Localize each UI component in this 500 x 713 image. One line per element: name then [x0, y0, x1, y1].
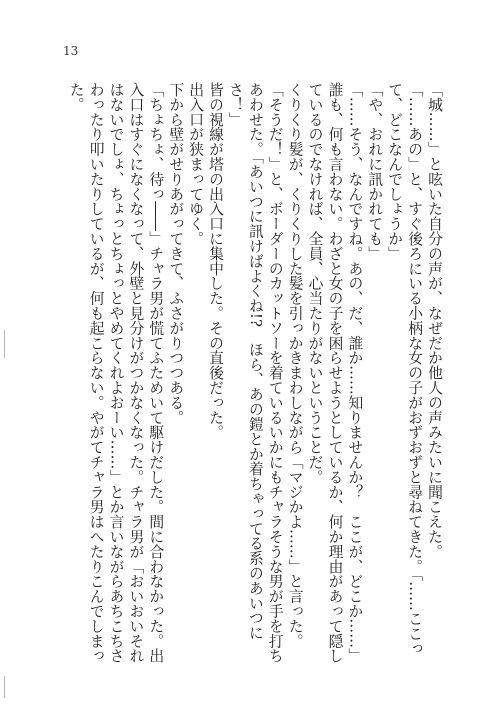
paragraph: 誰も、何も言わない。わざと女の子を困らせようとしているか、何か理由があって隠しているのでなければ、全員、心当たりがないということだ。 [306, 82, 344, 664]
paragraph: 「城……」と呟いた自分の声が、なぜだか他人の声みたいに聞こえた。 [426, 82, 443, 559]
margin-mark [4, 676, 5, 698]
paragraph: 皆の視線が塔の出入口に集中した。その直後だった。 [207, 82, 225, 440]
paragraph: 「そうだ！」と、ボーダーのカットソーを着ているいかにもチャラそうな男が手を打ちあわせた。「あいつに訊けばよくね!? ほら、あの鎧とか着ちゃってる系のあいつにさ！」 [226, 82, 284, 664]
page-number: 13 [63, 44, 79, 58]
paragraph: 「ちょちょ、待っ――」チャラ男が慌てふためいて駆けだした。間に合わなかった。出入口はすぐになくなって、外壁と見分けがつかなくなった。チャラ男が「おいおいそれはないでしょ、ちょっとちょっとやめてくれよおーい……」とか言いながらあちこちさわったり叩いたりしているが、何も起こらない。やがてチャラ男はへたりこんでしまった。 [67, 82, 165, 664]
paragraph: くりくり髪が、くりくりした髪を引っかきまわしながら「マジかよ……」と言った。 [286, 82, 304, 649]
paragraph: 「や、おれに訊かれても」 [366, 82, 384, 261]
paragraph: 出入口が狭まってゆく。 [187, 82, 205, 246]
paragraph: 「……あの」と、すぐ後ろにいる小柄な女の子がおずおずと尋ねてきた。「……ここって、どこなんでしょうか」 [386, 82, 424, 656]
paragraph: 「……そう、なんですね。あの、だ、誰か……知りませんか？ ここが、どこか……」 [346, 82, 364, 664]
margin-mark [4, 330, 5, 358]
vertical-text-body [44, 82, 444, 667]
paragraph: 下から壁がせりあがってきて、ふさがりつつある。 [167, 82, 185, 425]
